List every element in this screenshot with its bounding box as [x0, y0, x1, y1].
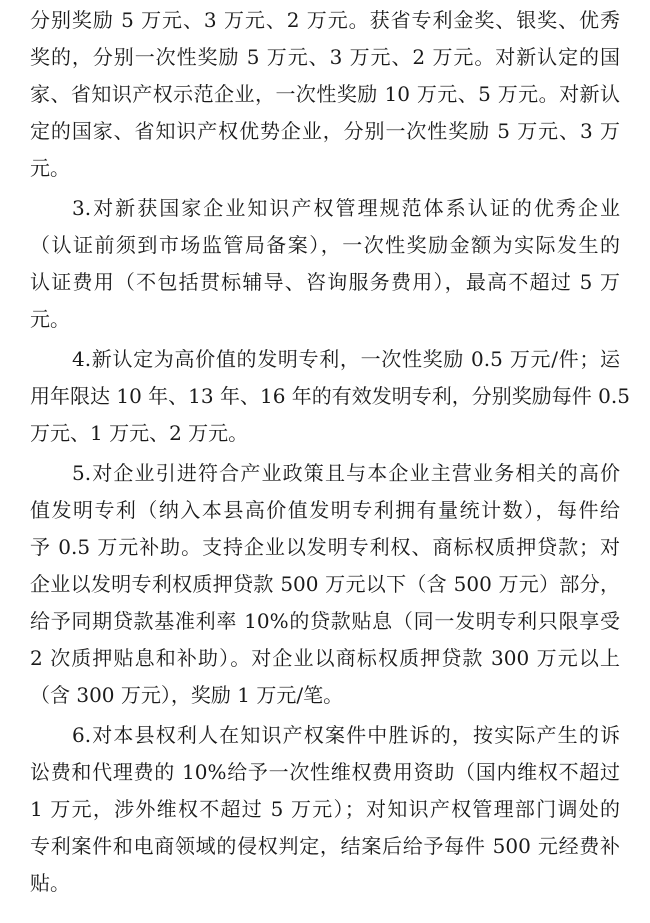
paragraph-item-5 [30, 455, 620, 714]
paragraph-item-4 [30, 341, 630, 452]
text-line: 元。 [30, 307, 70, 331]
text-line: 奖的，分别一次性奖励 5 万元、3 万元、2 万元。对新认定的国 [30, 45, 620, 69]
document-page [30, 2, 630, 902]
text-line: 5.对企业引进符合产业政策且与本企业主营业务相关的高价 [72, 461, 620, 485]
text-line: 企业以发明专利权质押贷款 500 万元以下（含 500 万元）部分， [30, 572, 620, 596]
text-line: 定的国家、省知识产权优势企业，分别一次性奖励 5 万元、3 万 [30, 119, 620, 143]
text-line: 分别奖励 5 万元、3 万元、2 万元。获省专利金奖、银奖、优秀 [30, 8, 620, 32]
text-line: （含 300 万元），奖励 1 万元/笔。 [30, 683, 344, 707]
text-line: 1 万元，涉外维权不超过 5 万元）；对知识产权管理部门调处的 [30, 797, 620, 821]
text-line: 专利案件和电商领域的侵权判定，结案后给予每件 500 元经费补 [30, 834, 620, 858]
text-line: （认证前须到市场监管局备案），一次性奖励金额为实际发生的 [30, 233, 620, 257]
text-line: 6.对本县权利人在知识产权案件中胜诉的，按实际产生的诉 [72, 723, 620, 747]
text-line: 讼费和代理费的 10%给予一次性维权费用资助（国内维权不超过 [30, 760, 620, 784]
text-line: 3.对新获国家企业知识产权管理规范体系认证的优秀企业 [72, 196, 620, 220]
text-line: 予 0.5 万元补助。支持企业以发明专利权、商标权质押贷款；对 [30, 535, 620, 559]
text-line: 家、省知识产权示范企业，一次性奖励 10 万元、5 万元。对新认 [30, 82, 620, 106]
paragraph-continuation [30, 2, 620, 187]
text-line: 4.新认定为高价值的发明专利，一次性奖励 0.5 万元/件；运 [72, 347, 620, 371]
text-line: 贴。 [30, 871, 70, 895]
text-line: 用年限达 10 年、13 年、16 年的有效发明专利，分别奖励每件 0.5 [30, 384, 630, 408]
text-line: 认证费用（不包括贯标辅导、咨询服务费用），最高不超过 5 万 [30, 270, 620, 294]
text-line: 万元、1 万元、2 万元。 [30, 421, 249, 445]
text-line: 2 次质押贴息和补助）。对企业以商标权质押贷款 300 万元以上 [30, 646, 620, 670]
text-line: 给予同期贷款基准利率 10%的贷款贴息（同一发明专利只限享受 [30, 609, 620, 633]
paragraph-item-3 [30, 190, 620, 338]
paragraph-item-6 [30, 717, 620, 902]
text-line: 元。 [30, 156, 70, 180]
text-line: 值发明专利（纳入本县高价值发明专利拥有量统计数），每件给 [30, 498, 620, 522]
